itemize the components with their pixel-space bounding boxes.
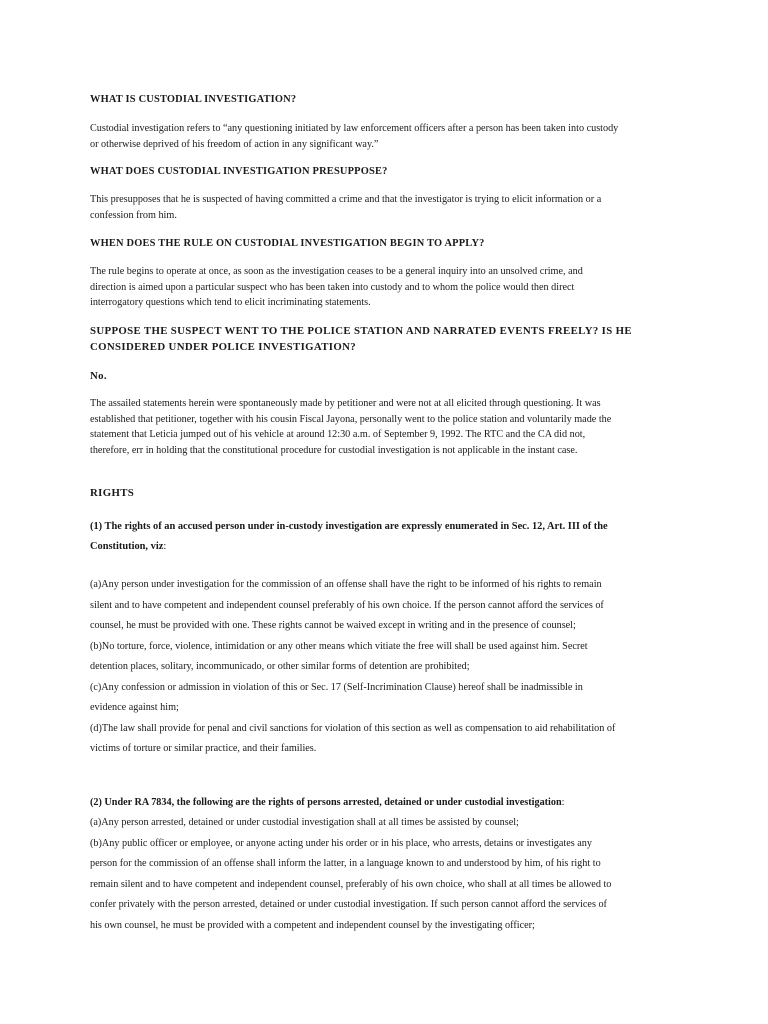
q4-short-answer: No. [90, 370, 107, 382]
punctuation: : [163, 541, 167, 552]
text-line: therefore, err in holding that the constitutional procedure for custodial investigation is not applicable in the instant case. [90, 444, 578, 456]
text-line: victims of torture or similar practice, and their families. [90, 743, 317, 754]
text-line [90, 537, 680, 557]
ra-rights-list [90, 813, 680, 936]
text-line: person for the commission of an offense shall inform the latter, in a language known to and understood by him, of his right to [90, 858, 601, 869]
rights-heading: RIGHTS [90, 487, 135, 499]
q2-answer [90, 192, 680, 223]
text-line: (c)Any confession or admission in violation of this or Sec. 17 (Self-Incrimination Clause) hereof shall be inadmissible in [90, 681, 583, 693]
constitution-rights-list [90, 575, 680, 760]
text-line: direction is aimed upon a particular suspect who has been taken into custody and to whom the police would then direct [90, 281, 575, 293]
text-line: counsel, he must be provided with one. These rights cannot be waived except in writing and in the presence of counsel; [90, 620, 576, 631]
text-line: The rule begins to operate at once, as soon as the investigation ceases to be a general inquiry into an unsolved crime, and [90, 266, 583, 277]
q4-answer [90, 396, 680, 458]
heading-line: SUPPOSE THE SUSPECT WENT TO THE POLICE STATION AND NARRATED EVENTS FREELY? IS HE [90, 325, 632, 337]
text-line: his own counsel, he must be provided with a competent and independent counsel by the investigating officer; [90, 919, 535, 931]
bold-text: (2) Under RA 7834, the following are the rights of persons arrested, detained or under custodial investigation [90, 797, 562, 808]
text-line: silent and to have competent and independent counsel preferably of his own choice. If the person cannot afford the services of [90, 599, 604, 611]
text-line: (1) The rights of an accused person under in-custody investigation are expressly enumerated in Sec. 12, Art. III of the [90, 521, 608, 532]
text-line: interrogatory questions which tend to elicit incriminating statements. [90, 297, 371, 308]
heading-line: CONSIDERED UNDER POLICE INVESTIGATION? [90, 341, 356, 353]
text-line: The assailed statements herein were spontaneously made by petitioner and were not at all elicited through questioning. It was [90, 398, 601, 409]
q1-heading: WHAT IS CUSTODIAL INVESTIGATION? [90, 94, 297, 105]
punctuation: : [561, 797, 565, 808]
q2-heading: WHAT DOES CUSTODIAL INVESTIGATION PRESUPPOSE? [90, 166, 388, 177]
text-line: or otherwise deprived of his freedom of action in any significant way.” [90, 138, 379, 150]
text-line [90, 793, 680, 814]
q4-heading [90, 323, 680, 355]
text-line: Custodial investigation refers to “any questioning initiated by law enforcement officers after a person has been taken into custody [90, 123, 619, 134]
bold-text: Constitution, viz [90, 541, 164, 552]
rights-intro [90, 517, 680, 557]
text-line: confession from him. [90, 209, 177, 221]
text-line: (b)Any public officer or employee, or anyone acting under his order or in his place, who arrests, detains or investigates any [90, 837, 592, 849]
text-line: remain silent and to have competent and independent counsel, preferably of his own choice, who shall at all times be allowed to [90, 878, 612, 890]
text-line: This presupposes that he is suspected of having committed a crime and that the investigator is trying to elicit information or a [90, 194, 602, 205]
text-line: evidence against him; [90, 702, 179, 713]
text-line: (b)No torture, force, violence, intimidation or any other means which vitiate the free will shall be used against him. Secret [90, 640, 588, 652]
text-line: established that petitioner, together with his cousin Fiscal Jayona, personally went to the police station and voluntarily made the [90, 413, 612, 425]
text-line: (a)Any person arrested, detained or under custodial investigation shall at all times be assisted by counsel; [90, 817, 519, 828]
text-line: detention places, solitary, incommunicado, or other similar forms of detention are prohibited; [90, 661, 470, 672]
text-line: confer privately with the person arrested, detained or under custodial investigation. If such person cannot afford the services of [90, 899, 607, 910]
q3-answer [90, 264, 680, 311]
text-line: (a)Any person under investigation for the commission of an offense shall have the right to be informed of his rights to remain [90, 579, 602, 590]
text-line: statement that Leticia jumped out of his vehicle at around 12:30 a.m. of September 9, 1992. The RTC and the CA did not, [90, 429, 586, 440]
text-line: (d)The law shall provide for penal and civil sanctions for violation of this section as well as compensation to aid rehabilitation of [90, 722, 616, 734]
q3-heading: WHEN DOES THE RULE ON CUSTODIAL INVESTIGATION BEGIN TO APPLY? [90, 238, 485, 249]
q1-answer [90, 121, 680, 152]
ra-rights-intro [90, 793, 680, 814]
